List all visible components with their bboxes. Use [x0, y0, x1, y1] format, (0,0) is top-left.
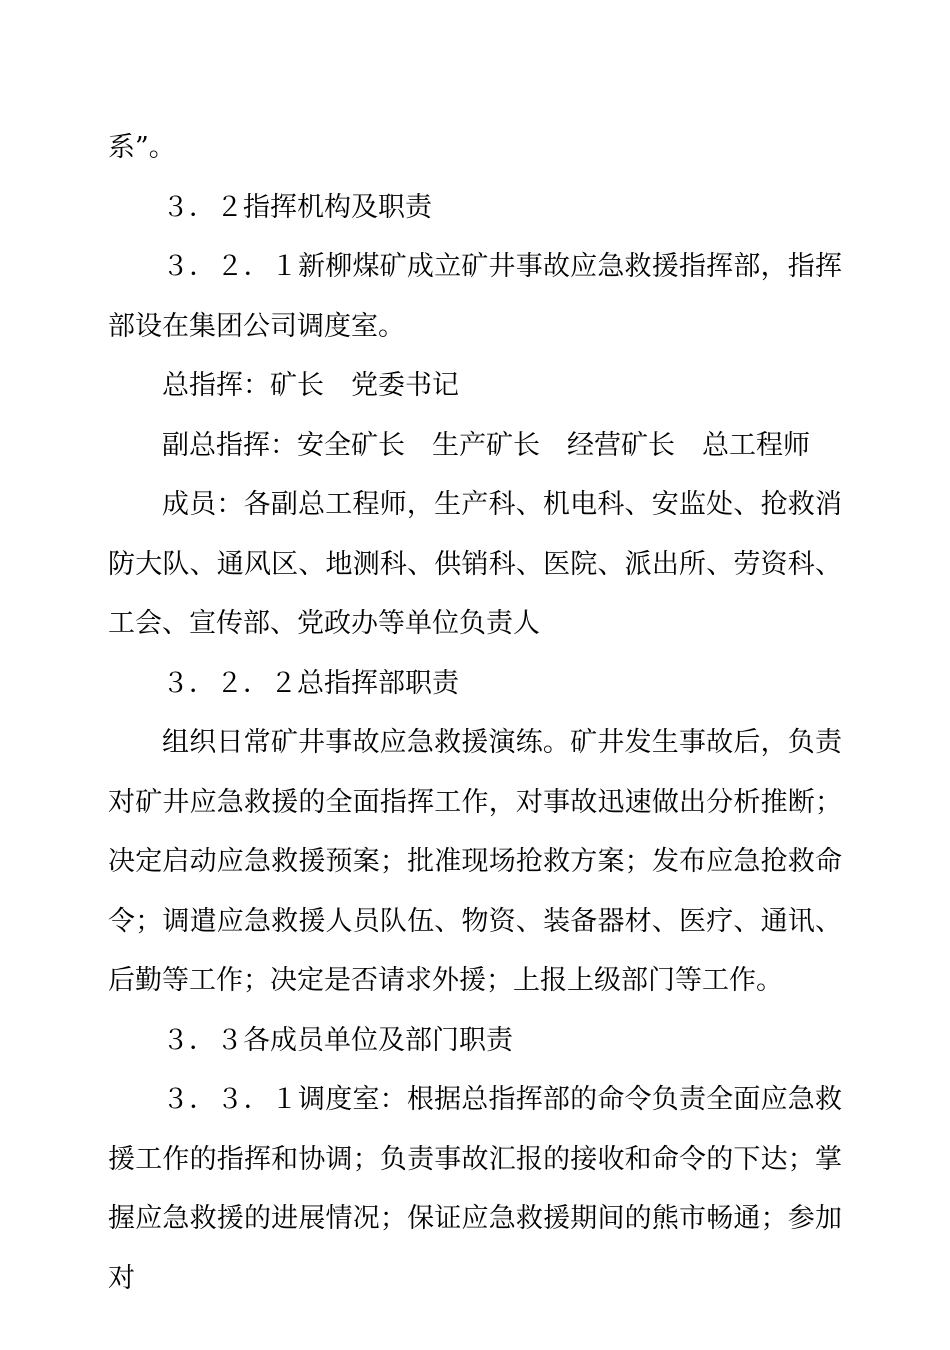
paragraph-hq-duties: 组织日常矿井事故应急救援演练。矿井发生事故后，负责对矿井应急救援的全面指挥工作，对事故迅速做出分析推断；决定启动应急救援预案；批准现场抢救方案；发布应急抢救命令；调遣应急救援人员队伍、物资、装备器材、医疗、通讯、后勤等工作；决定是否请求外援；上报上级部门等工作。	[108, 727, 842, 996]
paragraph-3-2-1: ３．２．１新柳煤矿成立矿井事故应急救援指挥部，指挥部设在集团公司调度室。	[108, 251, 842, 342]
paragraph-3-3-1: ３．３．１调度室：根据总指挥部的命令负责全面应急救援工作的指挥和协调；负责事故汇报的接收和命令的下达；掌握应急救援的进展情况；保证应急救援期间的熊市畅通；参加对	[108, 1084, 842, 1294]
paragraph-continuation: 系”。	[108, 132, 176, 163]
paragraph-deputy-commander: 副总指挥：安全矿长 生产矿长 经营矿长 总工程师	[162, 429, 810, 461]
section-heading-3-3: ３．３各成员单位及部门职责	[162, 1024, 513, 1056]
paragraph-members: 成员：各副总工程师，生产科、机电科、安监处、抢救消防大队、通风区、地测科、供销科、医院、派出所、劳资科、工会、宣传部、党政办等单位负责人	[108, 489, 842, 639]
paragraph-commander: 总指挥：矿长 党委书记	[162, 370, 459, 401]
section-heading-3-2-2: ３．２．２总指挥部职责	[162, 667, 459, 699]
section-heading-3-2: ３．２指挥机构及职责	[162, 191, 432, 223]
document-body	[108, 118, 842, 1308]
